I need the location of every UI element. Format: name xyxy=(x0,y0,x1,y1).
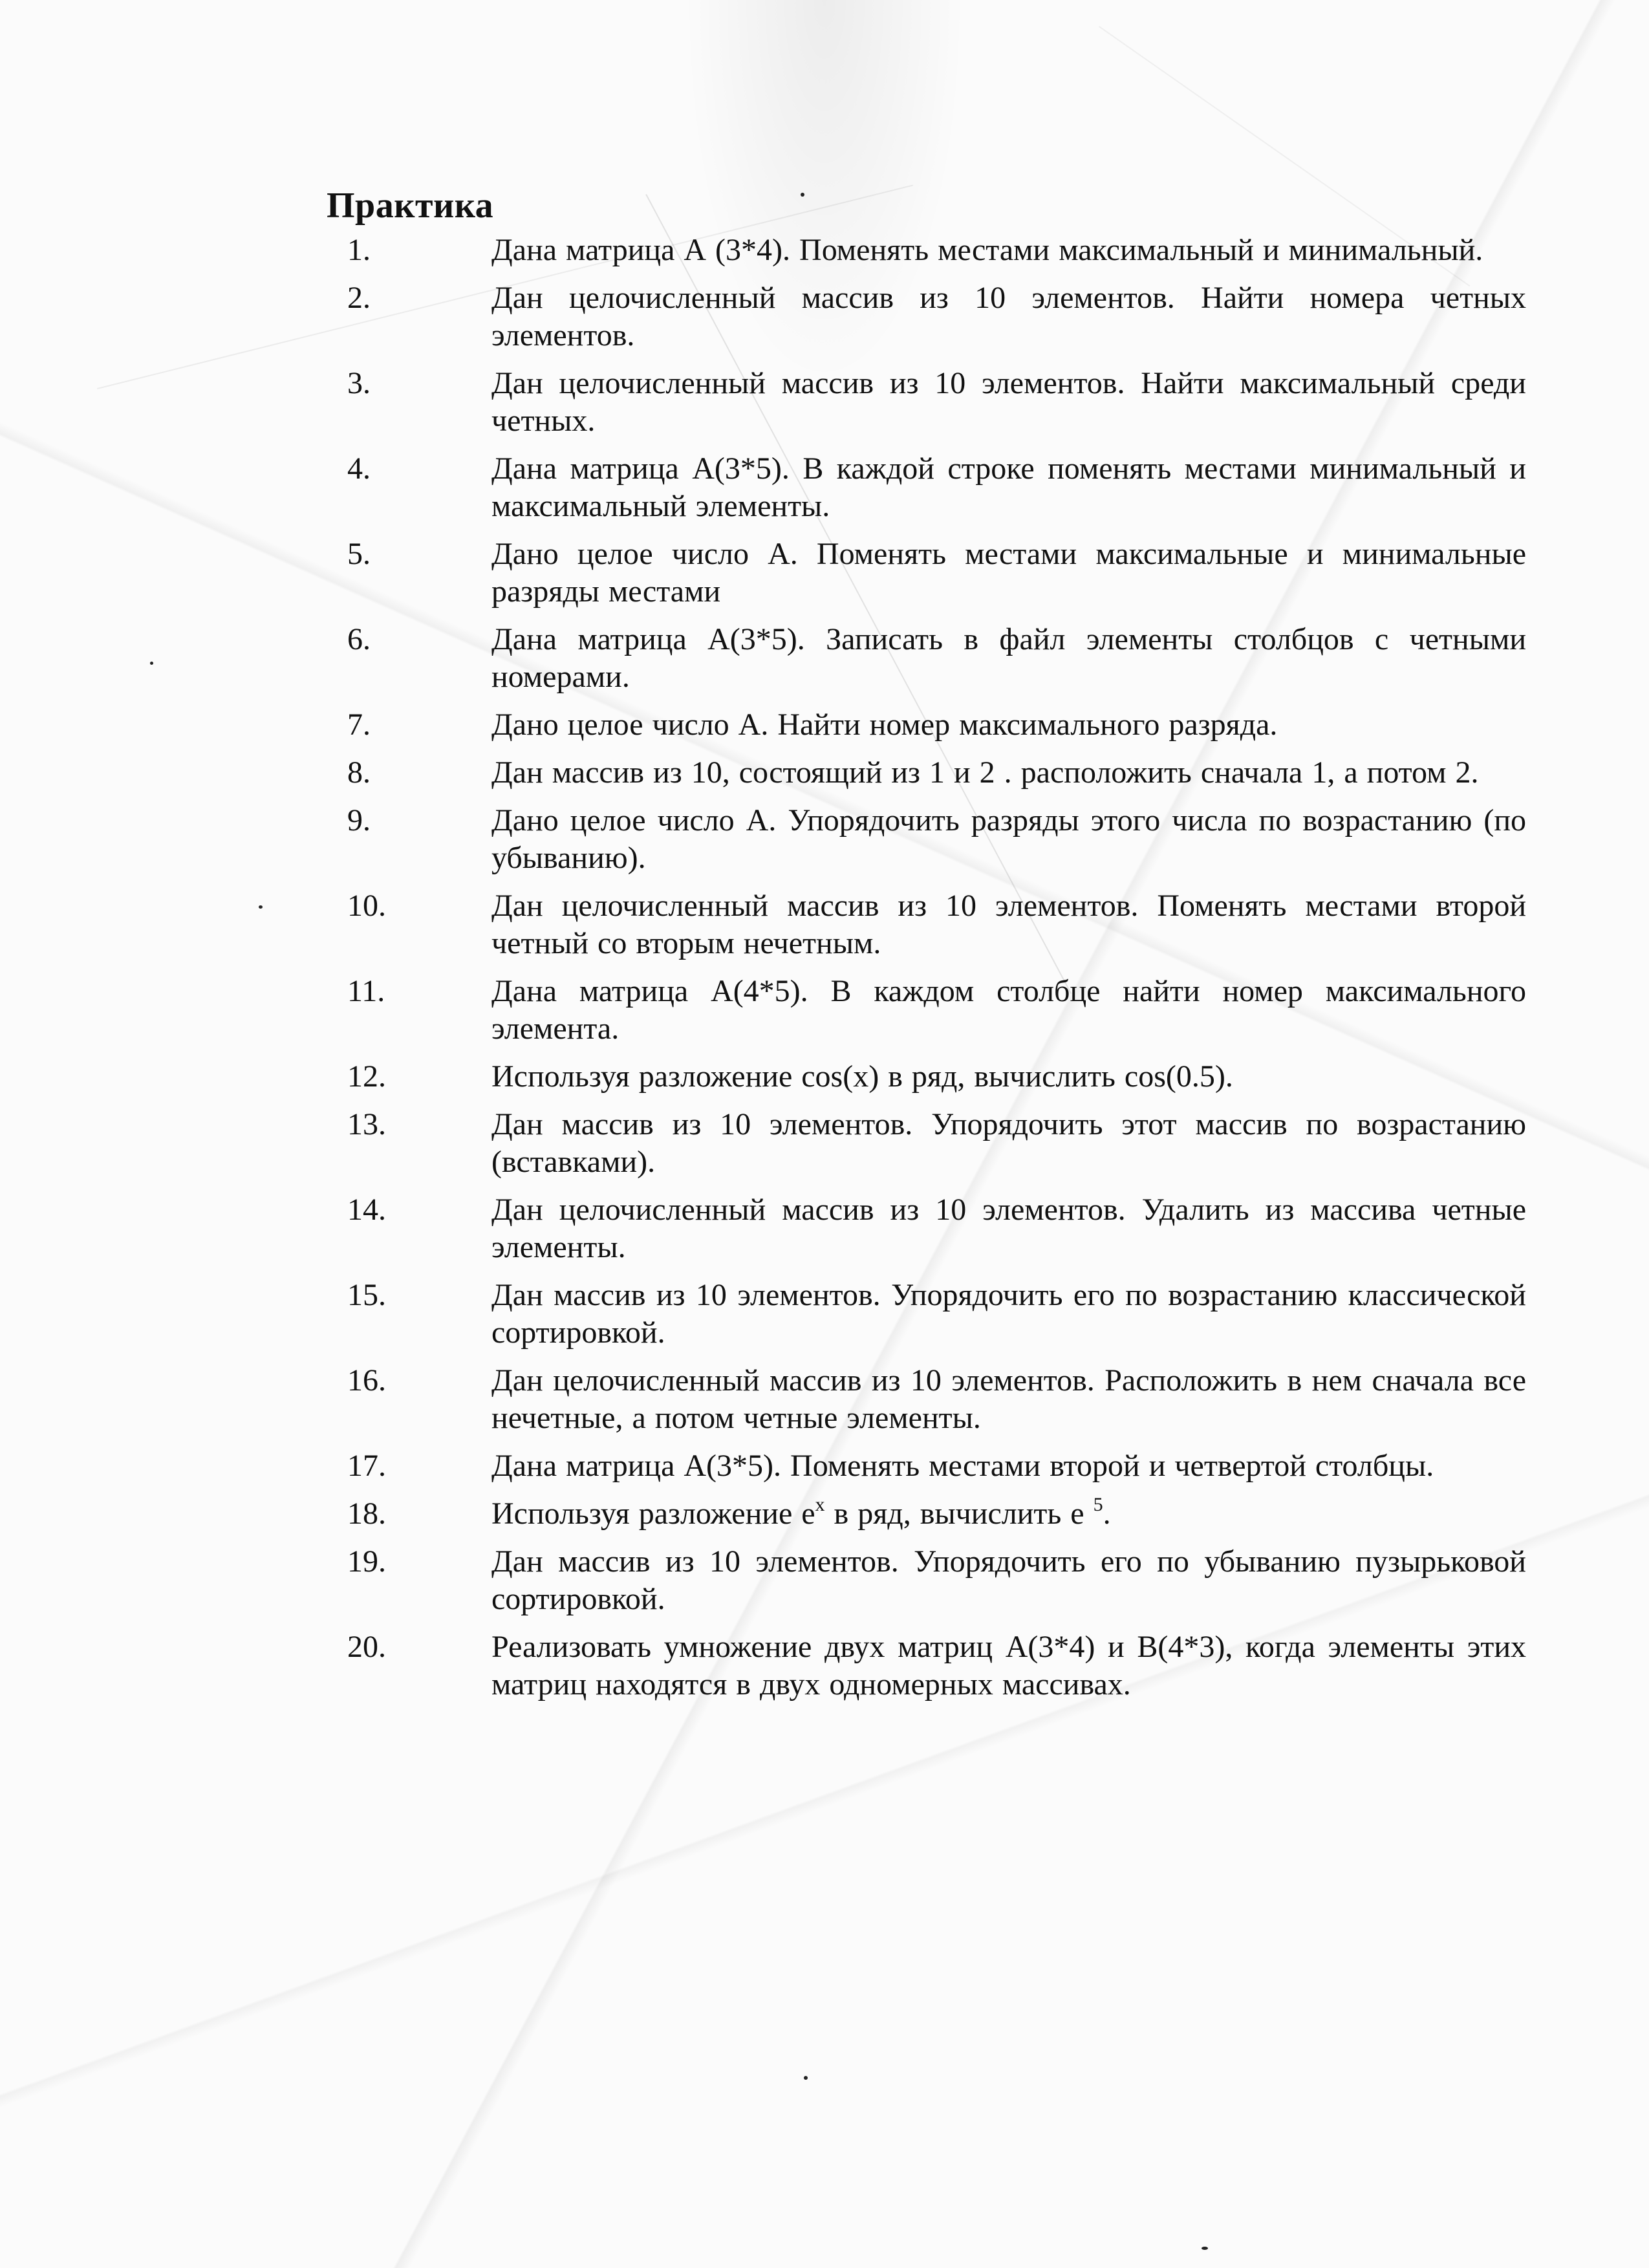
task-text: Дана матрица А(3*5). Записать в файл элементы столбцов с четными номерами. xyxy=(491,622,1526,694)
task-item xyxy=(327,365,1526,440)
task-text: Дан целочисленный массив из 10 элементов. Поменять местами второй четный со вторым нечетным. xyxy=(491,889,1526,960)
task-item xyxy=(327,754,1526,792)
task-text: Дана матрица А(4*5). В каждом столбце найти номер максимального элемента. xyxy=(491,974,1526,1046)
task-number: 4. xyxy=(347,451,371,486)
task-number: 9. xyxy=(347,803,371,837)
task-text: Дано целое число А. Поменять местами максимальные и минимальные разряды местами xyxy=(491,537,1526,609)
task-text: Используя разложение cos(x) в ряд, вычислить cos(0.5). xyxy=(491,1059,1233,1094)
formula-text: Используя разложение e xyxy=(491,1496,815,1531)
task-number: 12. xyxy=(347,1059,386,1094)
task-number: 5. xyxy=(347,537,371,571)
task-text: Дано целое число А. Найти номер максимального разряда. xyxy=(491,707,1278,742)
task-text: Дан целочисленный массив из 10 элементов. Удалить из массива четные элементы. xyxy=(491,1193,1526,1264)
task-number: 19. xyxy=(347,1544,386,1579)
task-number: 1. xyxy=(347,233,371,267)
task-item xyxy=(327,887,1526,962)
task-item xyxy=(327,1447,1526,1485)
task-item xyxy=(327,535,1526,610)
scan-speck xyxy=(1202,2247,1208,2250)
scan-speck xyxy=(150,662,153,665)
task-number: 2. xyxy=(347,281,371,315)
task-item xyxy=(327,1628,1526,1703)
page-title: Практика xyxy=(327,186,494,226)
scan-speck xyxy=(259,905,263,909)
task-number: 8. xyxy=(347,755,371,790)
task-text: Дана матрица А(3*5). Поменять местами второй и четвертой столбцы. xyxy=(491,1449,1434,1483)
task-text: Дан массив из 10, состоящий из 1 и 2 . расположить сначала 1, а потом 2. xyxy=(491,755,1479,790)
task-number: 3. xyxy=(347,366,371,400)
task-item xyxy=(327,1058,1526,1096)
task-text xyxy=(491,1495,1526,1533)
task-item xyxy=(327,973,1526,1048)
exponent-x: x xyxy=(815,1494,825,1515)
task-item xyxy=(327,279,1526,354)
task-item xyxy=(327,1495,1526,1533)
task-text: Дано целое число А. Упорядочить разряды этого числа по возрастанию (по убыванию). xyxy=(491,803,1526,875)
task-text: Дан массив из 10 элементов. Упорядочить его по убыванию пузырьковой сортировкой. xyxy=(491,1544,1526,1616)
task-number: 14. xyxy=(347,1193,386,1227)
task-number: 11. xyxy=(347,974,385,1008)
task-text: Дана матрица А (3*4). Поменять местами максимальный и минимальный. xyxy=(491,233,1483,267)
task-number: 6. xyxy=(347,622,371,656)
task-text: Дан целочисленный массив из 10 элементов. Расположить в нем сначала все нечетные, а потом четные элементы. xyxy=(491,1363,1526,1435)
task-number: 15. xyxy=(347,1278,386,1312)
task-text: Дан целочисленный массив из 10 элементов. Найти номера четных элементов. xyxy=(491,281,1526,352)
task-item xyxy=(327,621,1526,696)
task-item xyxy=(327,1277,1526,1352)
task-item xyxy=(327,1362,1526,1437)
task-number: 10. xyxy=(347,889,386,923)
task-item xyxy=(327,706,1526,744)
task-text: Дан массив из 10 элементов. Упорядочить его по возрастанию классической сортировкой. xyxy=(491,1278,1526,1350)
task-item xyxy=(327,1106,1526,1181)
formula-text: в ряд, вычислить e xyxy=(824,1496,1094,1531)
task-number: 18. xyxy=(347,1496,386,1531)
task-text: Дана матрица А(3*5). В каждой строке поменять местами минимальный и максимальный элементы. xyxy=(491,451,1526,523)
task-item xyxy=(327,802,1526,877)
task-item xyxy=(327,1191,1526,1266)
task-number: 17. xyxy=(347,1449,386,1483)
task-item xyxy=(327,1543,1526,1618)
formula-text: . xyxy=(1103,1496,1111,1531)
scan-speck xyxy=(801,193,804,197)
scan-speck xyxy=(804,2076,808,2080)
task-number: 20. xyxy=(347,1630,386,1664)
task-number: 16. xyxy=(347,1363,386,1398)
task-text: Дан целочисленный массив из 10 элементов. Найти максимальный среди четных. xyxy=(491,366,1526,438)
task-number: 7. xyxy=(347,707,371,742)
task-text: Реализовать умножение двух матриц А(3*4) и В(4*3), когда элементы этих матриц находятся в двух одномерных массивах. xyxy=(491,1630,1526,1701)
task-list xyxy=(327,232,1526,1714)
exponent-5: 5 xyxy=(1093,1494,1103,1515)
task-number: 13. xyxy=(347,1107,386,1141)
task-item xyxy=(327,232,1526,269)
task-item xyxy=(327,450,1526,525)
task-text: Дан массив из 10 элементов. Упорядочить этот массив по возрастанию (вставками). xyxy=(491,1107,1526,1179)
